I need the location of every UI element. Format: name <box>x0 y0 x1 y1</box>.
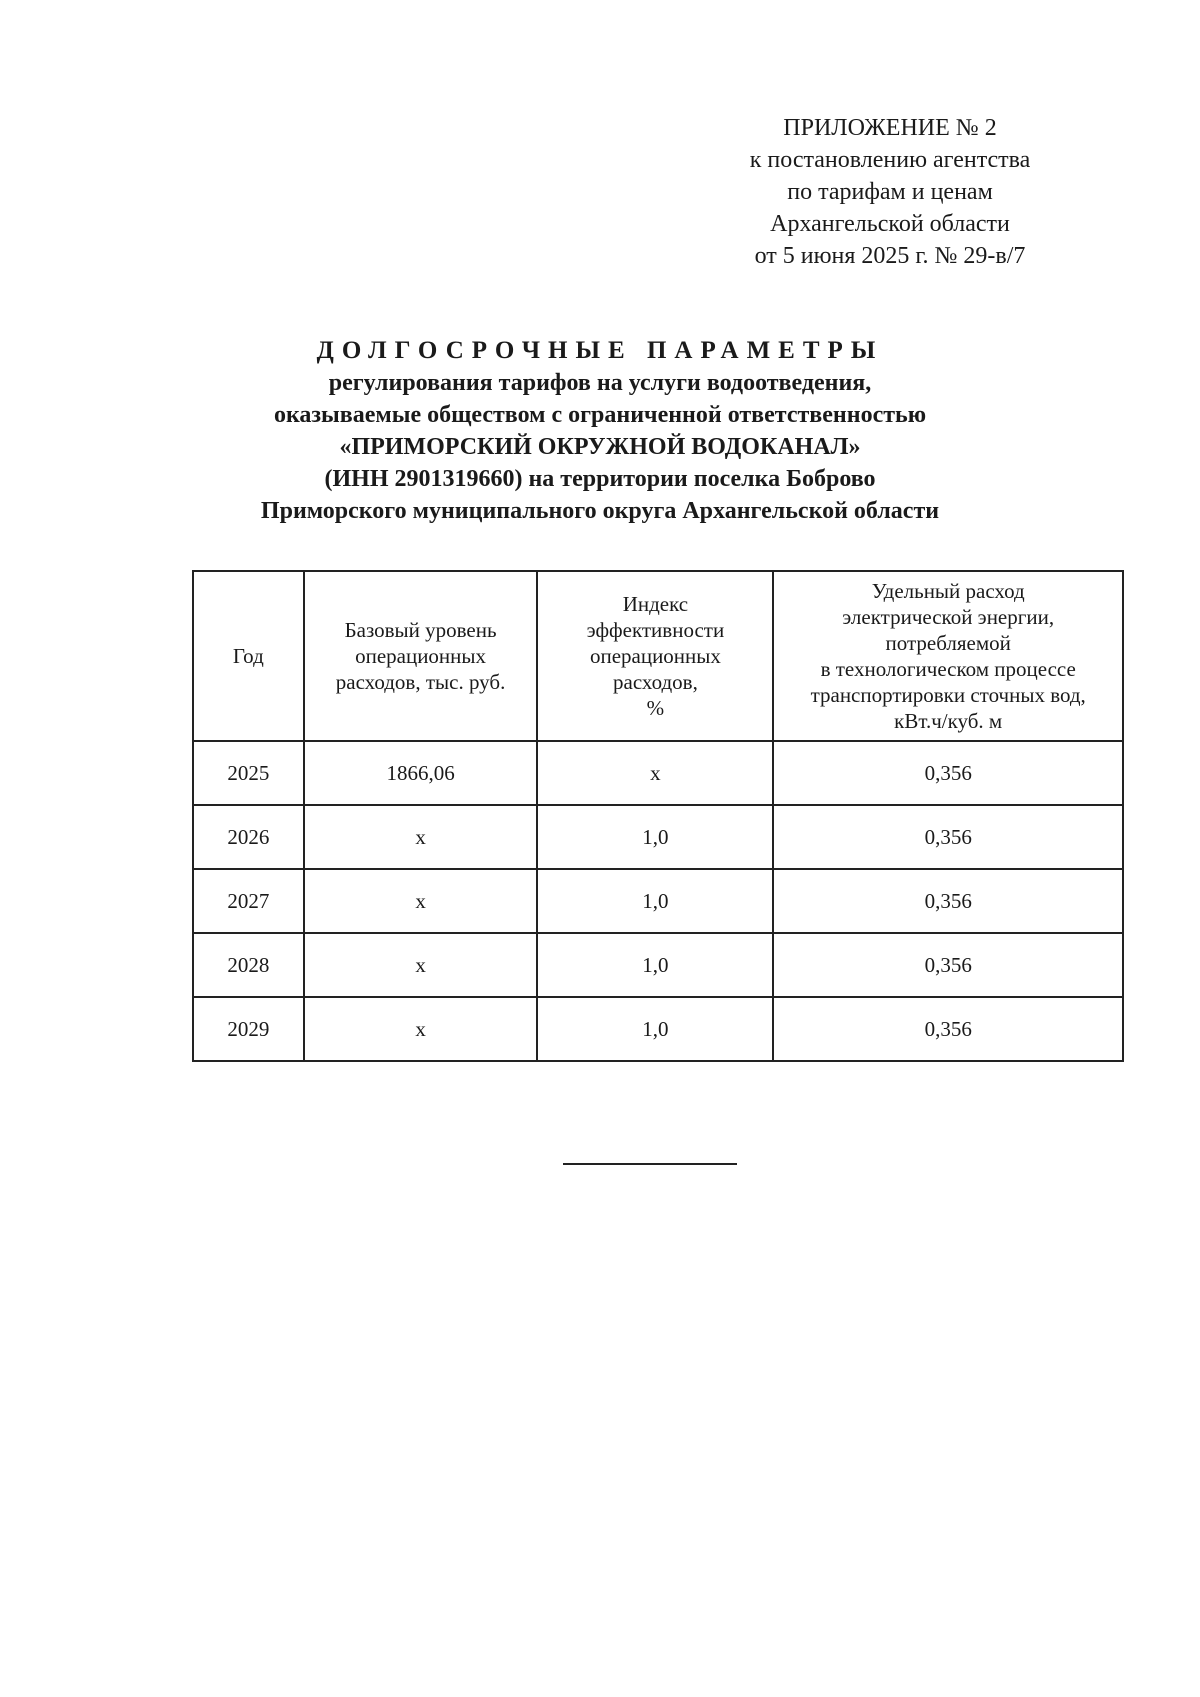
header-year: Год <box>193 571 304 741</box>
cell-base-level: х <box>304 933 538 997</box>
cell-base-level: х <box>304 805 538 869</box>
cell-efficiency-index: 1,0 <box>537 869 773 933</box>
table-header-row <box>193 571 1123 741</box>
document-title <box>140 335 1060 527</box>
end-divider <box>563 1163 737 1165</box>
table-row <box>193 997 1123 1061</box>
table-row <box>193 805 1123 869</box>
cell-year: 2025 <box>193 741 304 805</box>
parameters-table <box>192 570 1124 1062</box>
cell-energy-consumption: 0,356 <box>773 805 1123 869</box>
cell-base-level: х <box>304 869 538 933</box>
title-line: «ПРИМОРСКИЙ ОКРУЖНОЙ ВОДОКАНАЛ» <box>339 434 861 460</box>
cell-efficiency-index: 1,0 <box>537 997 773 1061</box>
header-efficiency-index: Индекс эффективности операционных расходов, % <box>537 571 773 741</box>
title-line: оказываемые обществом с ограниченной ответственностью <box>273 402 927 428</box>
cell-energy-consumption: 0,356 <box>773 741 1123 805</box>
appendix-line: Архангельской области <box>770 211 1010 237</box>
appendix-block <box>700 112 1080 272</box>
cell-base-level: х <box>304 997 538 1061</box>
title-line: (ИНН 2901319660) на территории поселка Боброво <box>324 466 876 492</box>
appendix-line: от 5 июня 2025 г. № 29-в/7 <box>754 243 1026 269</box>
cell-efficiency-index: 1,0 <box>537 805 773 869</box>
cell-year: 2028 <box>193 933 304 997</box>
table-row <box>193 741 1123 805</box>
table-row <box>193 869 1123 933</box>
cell-energy-consumption: 0,356 <box>773 869 1123 933</box>
appendix-line: к постановлению агентства <box>749 147 1031 173</box>
cell-energy-consumption: 0,356 <box>773 933 1123 997</box>
appendix-line: ПРИЛОЖЕНИЕ № 2 <box>783 115 997 141</box>
header-energy-consumption: Удельный расход электрической энергии, потребляемой в технологическом процессе транспортировки сточных вод, кВт.ч/куб. м <box>773 571 1123 741</box>
cell-efficiency-index: 1,0 <box>537 933 773 997</box>
title-heading: ДОЛГОСРОЧНЫЕ ПАРАМЕТРЫ <box>316 337 884 364</box>
cell-year: 2026 <box>193 805 304 869</box>
cell-base-level: 1866,06 <box>304 741 538 805</box>
header-base-level: Базовый уровень операционных расходов, тыс. руб. <box>304 571 538 741</box>
title-line: регулирования тарифов на услуги водоотведения, <box>328 370 872 396</box>
title-line: Приморского муниципального округа Архангельской области <box>260 498 940 524</box>
cell-efficiency-index: х <box>537 741 773 805</box>
cell-year: 2029 <box>193 997 304 1061</box>
cell-energy-consumption: 0,356 <box>773 997 1123 1061</box>
appendix-line: по тарифам и ценам <box>787 179 993 205</box>
cell-year: 2027 <box>193 869 304 933</box>
table-row <box>193 933 1123 997</box>
